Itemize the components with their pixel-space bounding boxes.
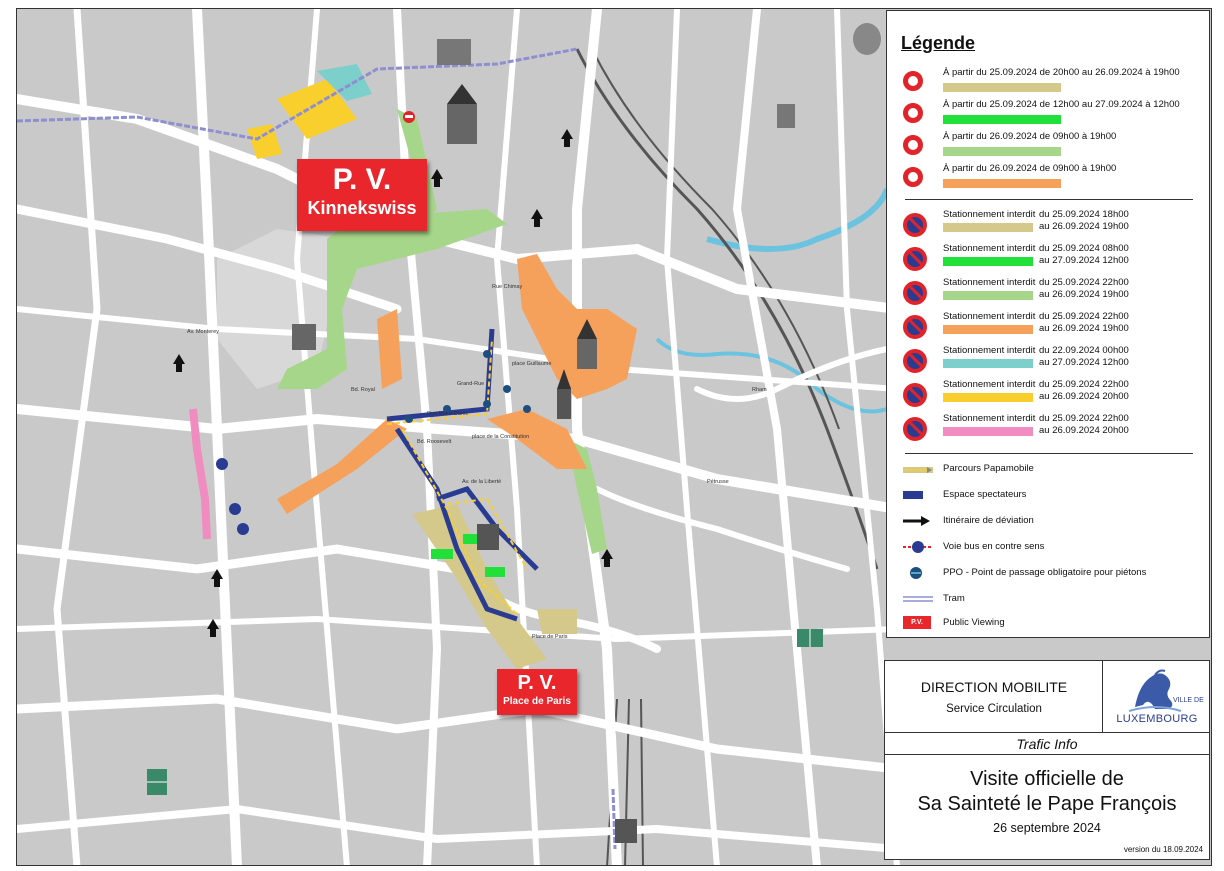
road-closed-icon [903, 135, 923, 155]
station-icon [615, 819, 637, 843]
legend-parking-row [887, 345, 1209, 379]
title-block [884, 660, 1210, 860]
legend-symbol-text: Tram [943, 593, 965, 604]
pv-kinnekswiss-sign[interactable] [297, 159, 427, 231]
tower-icon [777, 104, 795, 128]
service-subtitle: Service Circulation [946, 703, 1042, 715]
road-closed-icon [903, 103, 923, 123]
legend-parking-from: du 25.09.2024 08h00 [1039, 243, 1129, 254]
legend-parking-label: Stationnement interdit [943, 379, 1036, 390]
legend-color-bar [943, 325, 1033, 334]
legend-symbol-row [887, 593, 1209, 613]
public-viewing-badge-icon: P.V. [903, 616, 931, 629]
papamobile-route-icon [903, 465, 933, 475]
legend-symbol-text: Voie bus en contre sens [943, 541, 1045, 552]
no-entry-icon [403, 111, 415, 123]
no-parking-icon [903, 349, 927, 373]
legend-parking-row [887, 277, 1209, 311]
legend-parking-to: au 26.09.2024 19h00 [1039, 323, 1129, 334]
stadium-icon-2 [147, 769, 167, 795]
no-parking-icon [903, 247, 927, 271]
no-parking-icon [903, 417, 927, 441]
road-closed-icon [903, 71, 923, 91]
legend-closure-text: À partir du 25.09.2024 de 20h00 au 26.09.2024 à 19h00 [943, 67, 1180, 78]
legend-title: Légende [901, 33, 976, 53]
legend-symbol-row [887, 617, 1209, 637]
legend-symbol-row [887, 515, 1209, 535]
legend-color-bar [943, 179, 1061, 188]
legend-parking-from: du 25.09.2024 22h00 [1039, 311, 1129, 322]
legend-parking-to: au 27.09.2024 12h00 [1039, 357, 1129, 368]
city-logo [1103, 661, 1209, 733]
luxembourg-lion-icon [1125, 667, 1185, 713]
legend-parking-label: Stationnement interdit [943, 413, 1036, 424]
legend-symbol-row [887, 463, 1209, 483]
bus-lane-icon [903, 540, 933, 554]
street-label: Rue Chimay [492, 284, 523, 290]
logo-luxembourg-text: LUXEMBOURG [1116, 713, 1198, 725]
legend-closure-row [887, 99, 1209, 129]
no-parking-icon [903, 383, 927, 407]
street-label: Bd. Royal [351, 387, 375, 393]
legend-closure-row [887, 131, 1209, 161]
no-parking-icon [903, 315, 927, 339]
no-parking-icon [903, 281, 927, 305]
parking-green-1 [431, 549, 453, 559]
legend-parking-label: Stationnement interdit [943, 311, 1036, 322]
legend-parking-from: du 22.09.2024 00h00 [1039, 345, 1129, 356]
legend-color-bar [943, 393, 1033, 402]
legend-color-bar [943, 223, 1033, 232]
legend-parking-to: au 26.09.2024 19h00 [1039, 221, 1129, 232]
legend-parking-row [887, 311, 1209, 345]
street-label: Pétrusse [707, 479, 729, 485]
closure-beige-zone-2 [537, 609, 577, 634]
legend-parking-to: au 26.09.2024 20h00 [1039, 391, 1129, 402]
legend-color-bar [943, 83, 1061, 92]
legend-closure-text: À partir du 25.09.2024 de 12h00 au 27.09.2024 à 12h00 [943, 99, 1180, 110]
legend-parking-row [887, 379, 1209, 413]
legend-closure-row [887, 67, 1209, 97]
legend-parking-label: Stationnement interdit [943, 345, 1036, 356]
visit-date: 26 septembre 2024 [993, 821, 1101, 835]
legend-color-bar [943, 257, 1033, 266]
monument-icon [292, 324, 316, 350]
pedestrian-checkpoint-icon [909, 566, 923, 580]
visit-title [885, 767, 1209, 817]
legend-parking-row [887, 413, 1209, 447]
pv-paris-big: P. V. [517, 672, 557, 694]
visit-title-line-2: Sa Sainteté le Pape François [917, 793, 1177, 815]
detour-arrow-icon [903, 515, 931, 527]
street-label: Av. de la Liberté [462, 479, 502, 485]
version-text: version du 18.09.2024 [1123, 845, 1203, 854]
legend-symbol-text: Espace spectateurs [943, 489, 1027, 500]
visit-title-line-1: Visite officielle de [970, 768, 1124, 790]
legend-parking-label: Stationnement interdit [943, 243, 1036, 254]
building-icon [437, 39, 471, 65]
legend-color-bar [943, 291, 1033, 300]
legend-parking-row [887, 243, 1209, 277]
legend-symbol-text: Public Viewing [943, 617, 1005, 628]
legend-color-bar [943, 359, 1033, 368]
street-label: Av. Monterey [187, 329, 219, 335]
pv-place-de-paris-sign[interactable] [497, 669, 577, 715]
legend-parking-from: du 25.09.2024 18h00 [1039, 209, 1129, 220]
legend-closure-row [887, 163, 1209, 193]
legend-color-bar [943, 147, 1061, 156]
street-label: place Guillaume [512, 361, 552, 367]
legend-symbol-row [887, 567, 1209, 587]
street-label: Bd. Roosevelt [417, 439, 452, 445]
direction-cell [885, 661, 1103, 733]
legend-symbol-text: Parcours Papamobile [943, 463, 1034, 474]
street-label: place de la Constitution [472, 434, 530, 440]
legend-parking-label: Stationnement interdit [943, 209, 1036, 220]
street-label: Rue Notre-Dame [427, 411, 469, 417]
legend-panel [886, 10, 1210, 638]
road-closed-icon [903, 167, 923, 187]
legend-color-bar [943, 115, 1061, 124]
spectator-area-icon [903, 491, 923, 499]
legend-closure-text: À partir du 26.09.2024 de 09h00 à 19h00 [943, 131, 1117, 142]
legend-parking-from: du 25.09.2024 22h00 [1039, 413, 1129, 424]
direction-title: DIRECTION MOBILITE [920, 679, 1068, 695]
legend-symbol-text: Itinéraire de déviation [943, 515, 1034, 526]
street-label: Place de Paris [532, 634, 568, 640]
legend-symbol-row [887, 489, 1209, 509]
parking-green-3 [485, 567, 505, 577]
legend-parking-to: au 26.09.2024 20h00 [1039, 425, 1129, 436]
legend-color-bar [943, 427, 1033, 436]
legend-symbol-row [887, 541, 1209, 561]
legend-closure-text: À partir du 26.09.2024 de 09h00 à 19h00 [943, 163, 1117, 174]
theatre-icon [477, 524, 499, 550]
legend-parking-from: du 25.09.2024 22h00 [1039, 379, 1129, 390]
legend-parking-to: au 26.09.2024 19h00 [1039, 289, 1129, 300]
trafic-info-label: Trafic Info [885, 733, 1209, 755]
stadium-icon [797, 629, 823, 647]
legend-divider [905, 453, 1193, 454]
tram-icon [903, 595, 933, 603]
street-label: Grand-Rue [457, 381, 485, 387]
street-label: Rham [752, 387, 767, 393]
pv-paris-name: Place de Paris [503, 696, 571, 707]
logo-ville-text: VILLE DE [1173, 697, 1204, 704]
legend-parking-from: du 25.09.2024 22h00 [1039, 277, 1129, 288]
pv-kinnekswiss-big: P. V. [332, 163, 392, 196]
legend-parking-row [887, 209, 1209, 243]
satellite-dish-icon [853, 23, 881, 55]
no-parking-icon [903, 213, 927, 237]
pv-kinnekswiss-name: Kinnekswiss [307, 198, 417, 218]
legend-parking-to: au 27.09.2024 12h00 [1039, 255, 1129, 266]
legend-symbol-text: PPO - Point de passage obligatoire pour piétons [943, 567, 1147, 578]
legend-divider [905, 199, 1193, 200]
legend-parking-label: Stationnement interdit [943, 277, 1036, 288]
